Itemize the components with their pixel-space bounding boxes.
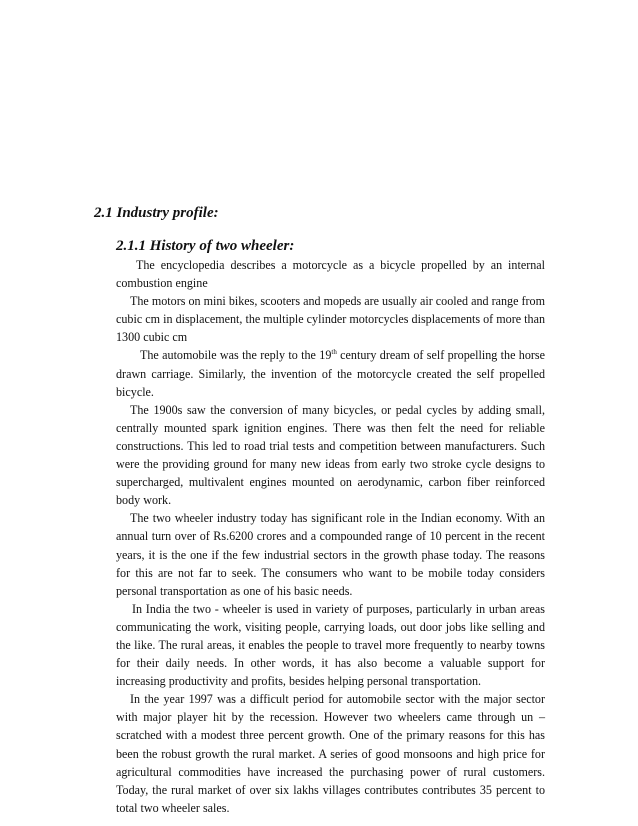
paragraph-encyclopedia: The encyclopedia describes a motorcycle as a bicycle propelled by an internal combustion engine [116,258,545,291]
paragraph-1997: In the year 1997 was a difficult period for automobile sector with the major sector with major player hit by the recession. However two wheelers came through un – scratched with a modest three percent growth. One of the primary reasons for this has been the robust growth the rural market. A series of good monsoons and high price for agricultural commodities have increased the purchasing power of rural customers. Today, the rural market of over six lakhs villages contributes contributes 35 percent to total two wheeler sales. [116,692,545,815]
paragraph-automobile [116,346,545,400]
sub-heading: 2.1.1 History of two wheeler: [116,238,295,254]
paragraph-india-uses: In India the two - wheeler is used in variety of purposes, particularly in urban areas communicating the work, visiting people, carrying loads, out door jobs like selling and the like. The rural areas, it enables the people to travel more frequently to nearby towns for their daily needs. In other words, it has also become a valuable support for increasing productivity and profits, besides helping personal transportation. [116,601,545,689]
section-heading: 2.1 Industry profile: [94,205,219,221]
paragraph-automobile-before: The automobile was the reply to the 19 [140,348,332,363]
paragraph-automobile-after: century dream of self propelling the horse drawn carriage. Similarly, the invention of the motorcycle created the self propelled bicycle. [116,348,545,399]
superscript-th: th [331,348,337,357]
paragraph-industry-today: The two wheeler industry today has significant role in the Indian economy. With an annual turn over of Rs.6200 crores and a compounded range of 10 percent in the recent years, it is the one if the few industrial sectors in the growth phase today. The reasons for this are not far to seek. The consumers who want to be mobile today considers personal transportation as one of his basic needs. [116,511,545,598]
paragraph-1900s: The 1900s saw the conversion of many bicycles, or pedal cycles by adding small, centrally mounted spark ignition engines. There was then felt the need for reliable constructions. This led to road trial tests and competition between manufacturers. Such were the providing ground for many new ideas from early two stroke cycle designs to supercharged, multivalent engines mounted on aerodynamic, carbon fiber reinforced body work. [116,402,545,508]
body-text [116,256,545,817]
paragraph-motors: The motors on mini bikes, scooters and mopeds are usually air cooled and range from cubic cm in displacement, the multiple cylinder motorcycles displacements of more than 1300 cubic cm [116,294,545,345]
